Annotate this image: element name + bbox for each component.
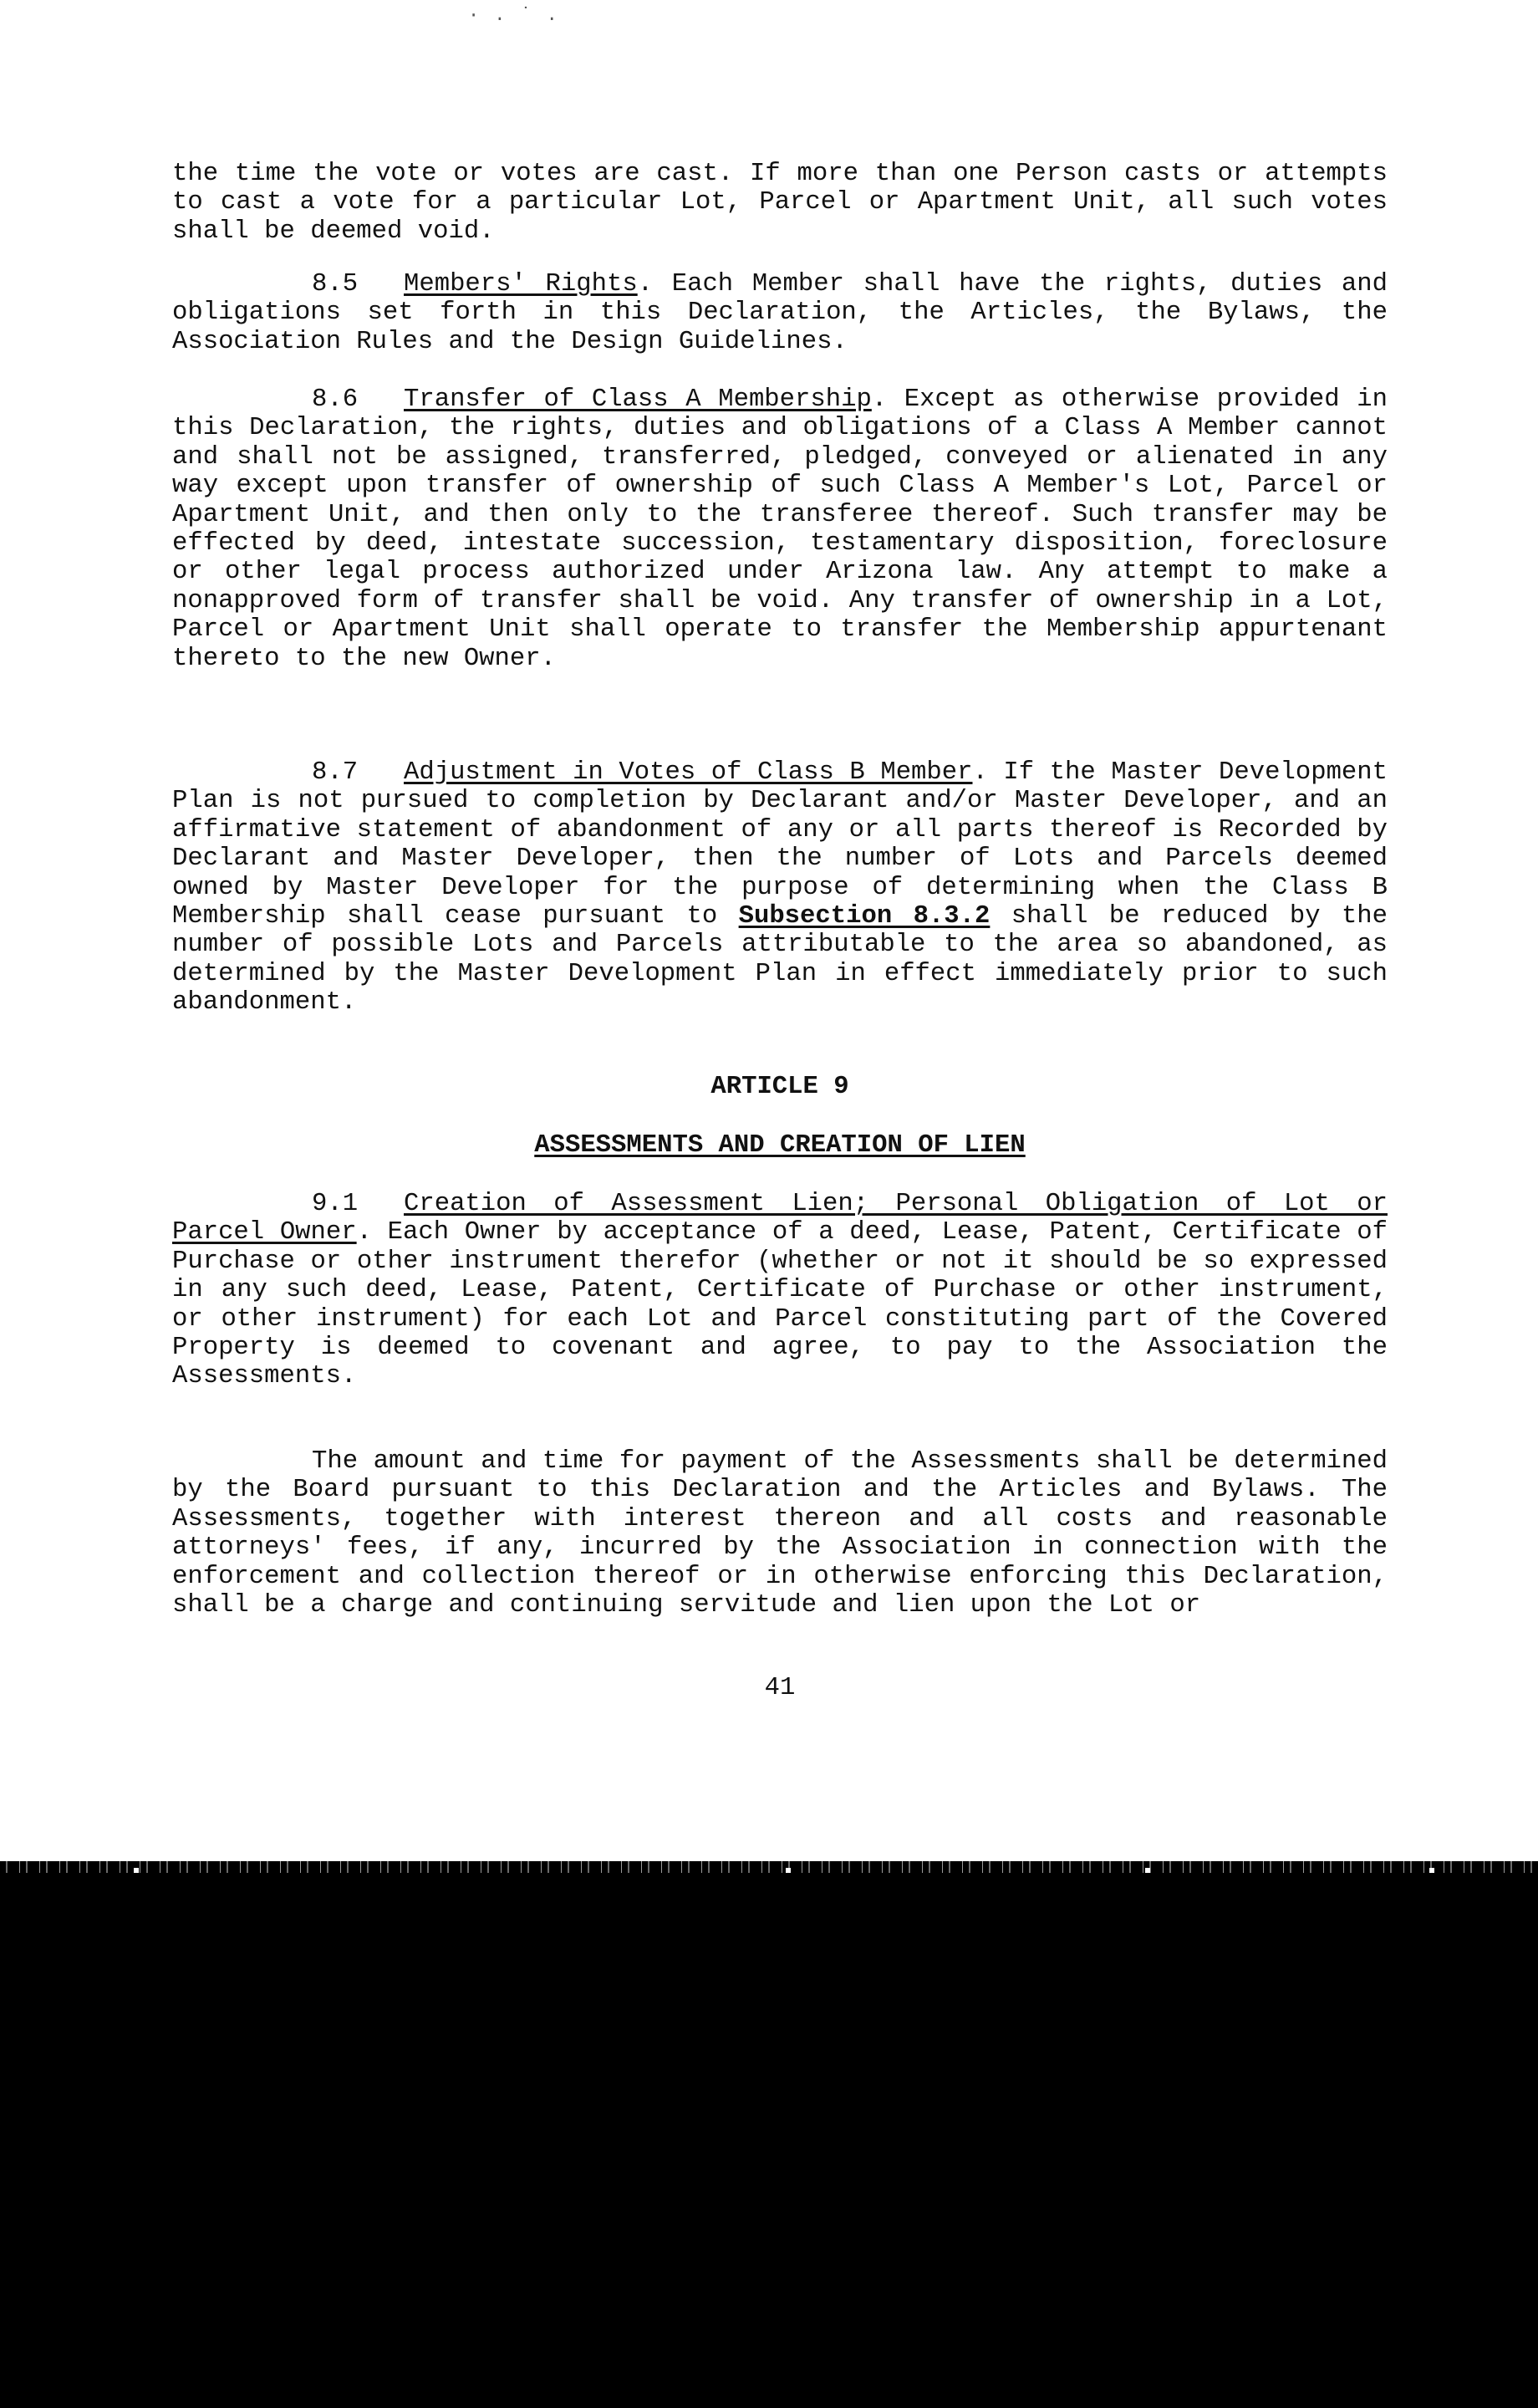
paragraph-assessment-amount	[172, 1447, 1388, 1620]
section-8-6-number: 8.6	[312, 385, 359, 414]
section-9-1-title: Creation of Assessment Lien; Personal Obligation of Lot or Parcel Owner	[172, 1190, 1388, 1247]
article-title-wrap	[172, 1131, 1388, 1160]
paragraph-vote-continuation-text: the time the vote or votes are cast. If more than one Person casts or attempts to cast a vote for a particular Lot, Parcel or Apartment Unit, all such votes shall be deemed void.	[172, 160, 1388, 246]
subsection-8-3-2-reference: Subsection 8.3.2	[738, 902, 991, 931]
section-8-7-body-a: . If the Master Development Plan is not pursued to completion by Declarant and/or Master Developer, and an affirmative statement of abandonment of any or all parts thereof is Recorded by Declarant and Master Developer, then the number of Lots and Parcels deemed owned by Master Developer for the purpose of determining when the Class B Membership shall cease pursuant to	[172, 758, 1388, 931]
section-8-6-body: . Except as otherwise provided in this Declaration, the rights, duties and obligations of a Class A Member cannot and shall not be assigned, transferred, pledged, conveyed or alienated in any way except upon transfer of ownership of such Class A Member's Lot, Parcel or Apartment Unit, and then only to the transferee thereof. Such transfer may be effected by deed, intestate succession, testamentary disposition, foreclosure or other legal process authorized under Arizona law. Any attempt to make a nonapproved form of transfer shall be void. Any transfer of ownership in a Lot, Parcel or Apartment Unit shall operate to transfer the Membership appurtenant thereto to the new Owner.	[172, 385, 1388, 673]
section-9-1	[172, 1190, 1388, 1391]
section-8-7	[172, 758, 1388, 1018]
section-8-7-body-b: shall be reduced by the number of possible Lots and Parcels attributable to the area so abandoned, as determined by the Master Development Plan in effect immediately prior to such abandonment.	[172, 902, 1388, 1018]
section-8-6	[172, 385, 1388, 673]
section-8-5-body: . Each Member shall have the rights, duties and obligations set forth in this Declaration, the Articles, the Bylaws, the Association Rules and the Design Guidelines.	[172, 270, 1388, 356]
section-8-6-title: Transfer of Class A Membership	[404, 385, 872, 414]
section-8-5-title: Members' Rights	[404, 270, 638, 298]
section-9-1-number: 9.1	[312, 1190, 359, 1218]
section-8-5-number: 8.5	[312, 270, 359, 298]
article-title: ASSESSMENTS AND CREATION OF LIEN	[534, 1131, 1026, 1160]
scan-black-border	[0, 1873, 1538, 2408]
page-number: 41	[764, 1674, 796, 1702]
section-8-7-number: 8.7	[312, 758, 359, 787]
section-8-5	[172, 270, 1388, 356]
article-heading: ARTICLE 9	[710, 1073, 849, 1101]
section-9-1-body: . Each Owner by acceptance of a deed, Lease, Patent, Certificate of Purchase or other instrument therefor (whether or not it should be so expressed in any such deed, Lease, Patent, Certificate of Purchase or other instrument, or other instrument) for each Lot and Parcel constituting part of the Covered Property is deemed to covenant and agree, to pay to the Association the Assessments.	[172, 1218, 1388, 1391]
section-8-7-title: Adjustment in Votes of Class B Member	[404, 758, 973, 787]
paragraph-vote-continuation	[172, 160, 1388, 246]
scan-specks: ·.˙.	[468, 5, 573, 26]
paragraph-assessment-amount-text: The amount and time for payment of the Assessments shall be determined by the Board pursuant to this Declaration and the Articles and Bylaws. The Assessments, together with interest thereon and all costs and reasonable attorneys' fees, if any, incurred by the Association in connection with the enforcement and collection thereof or in otherwise enforcing this Declaration, shall be a charge and continuing servitude and lien upon the Lot or	[172, 1447, 1388, 1620]
